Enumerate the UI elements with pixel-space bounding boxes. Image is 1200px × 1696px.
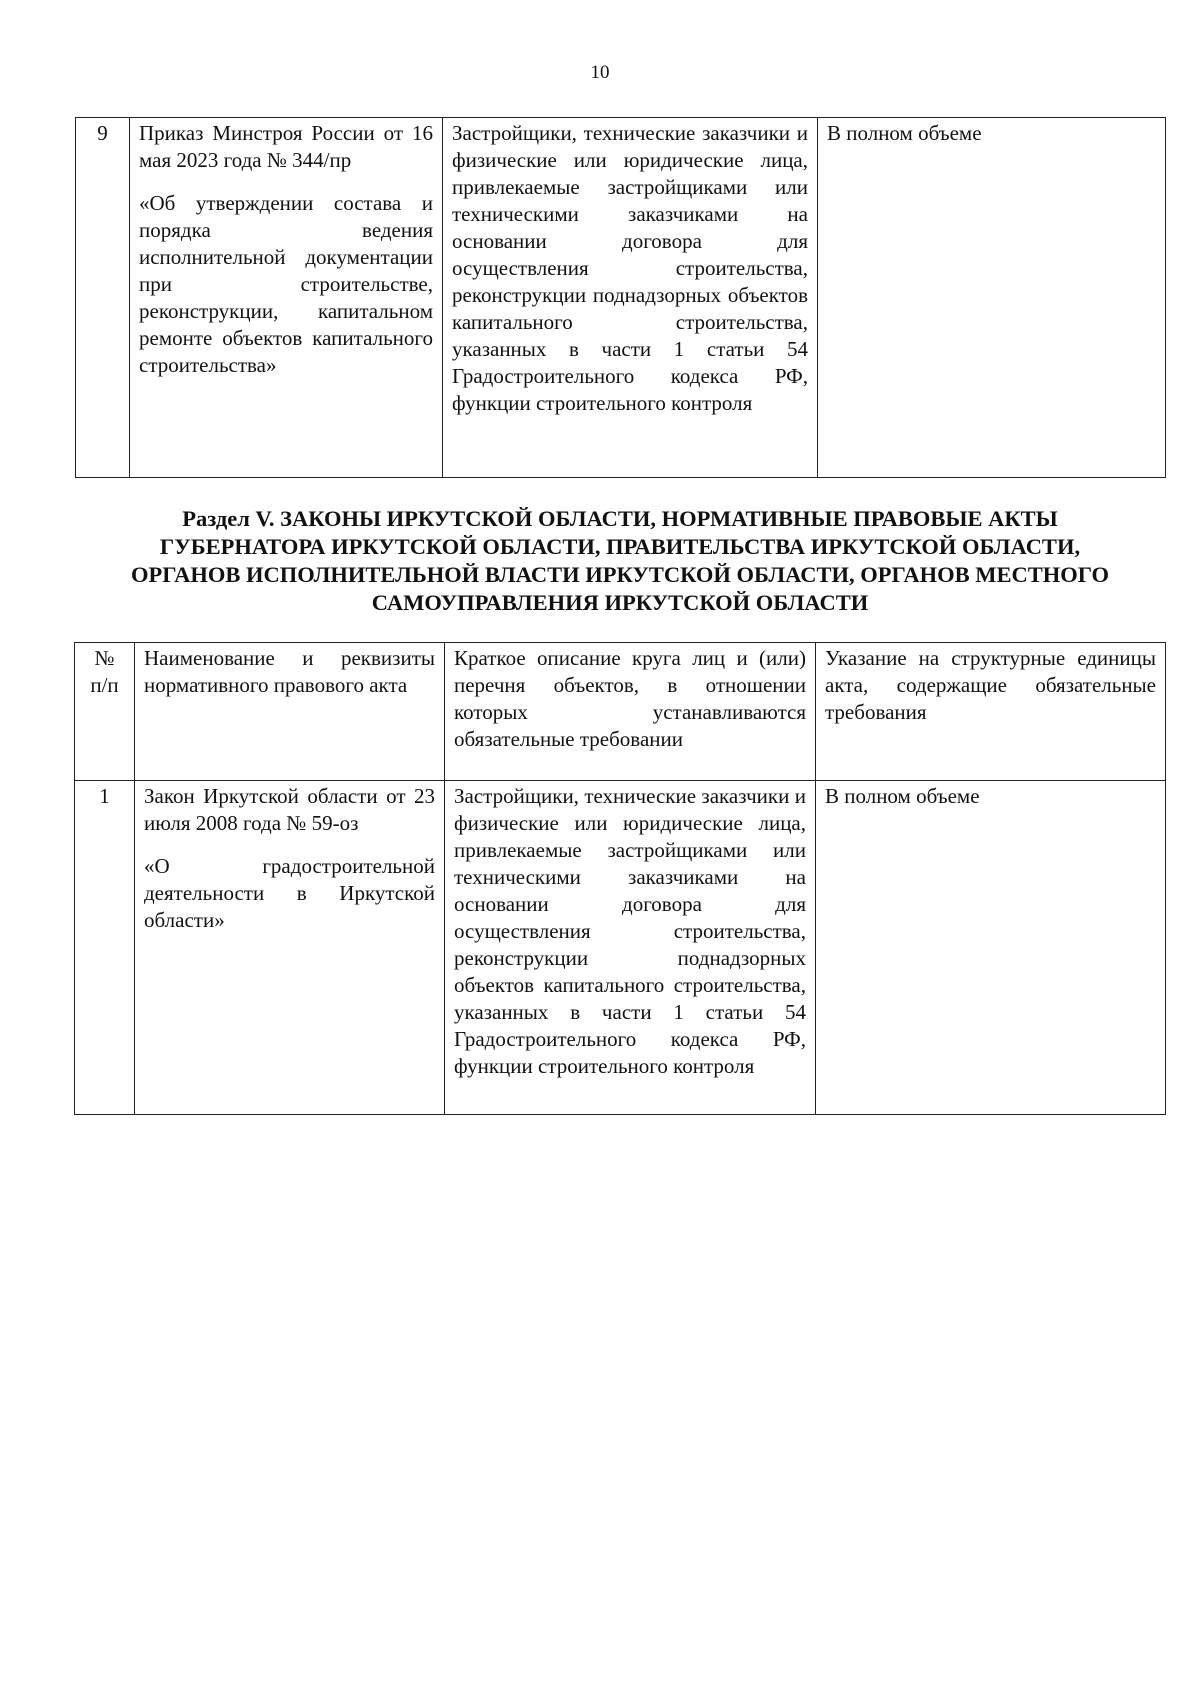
scope-description: Застройщики, технические заказчики и физические или юридические лица, привлекаемые застройщиками или техническими заказчиками на основании договора для осуществления строительства, реконструкции поднадзорных объектов капитального строительства, указанных в части 1 статьи 54 Градостроительного кодекса РФ, функции строительного контроля [445,781,816,1115]
section-title [75,505,1165,617]
act-name-cell [130,118,443,478]
section-title-line: ОРГАНОВ ИСПОЛНИТЕЛЬНОЙ ВЛАСТИ ИРКУТСКОЙ ОБЛАСТИ, ОРГАНОВ МЕСТНОГО [130,562,1110,587]
act-title: «Об утверждении состава и порядка ведения исполнительной документации при строительстве, реконструкции, капитальном ремонте объектов капитального строительства» [139,191,433,377]
act-name-cell [135,781,445,1115]
header-scope-description: Краткое описание круга лиц и (или) перечня объектов, в отношении которых устанавливаются обязательные требовании [445,643,816,781]
header-number [75,643,135,781]
section-title-line: ГУБЕРНАТОРА ИРКУТСКОЙ ОБЛАСТИ, ПРАВИТЕЛЬСТВА ИРКУТСКОЙ ОБЛАСТИ, [159,534,1081,559]
section-title-line: Раздел V. ЗАКОНЫ ИРКУТСКОЙ ОБЛАСТИ, НОРМАТИВНЫЕ ПРАВОВЫЕ АКТЫ [182,506,1058,531]
table-row [76,118,1166,478]
requirements-table-section-5 [74,642,1166,1115]
structural-units: В полном объеме [816,781,1166,1115]
row-number: 1 [75,781,135,1115]
header-number-label: п/п [90,673,119,697]
act-title: «О градостроительной деятельности в Иркутской области» [144,854,435,932]
section-title-line: САМОУПРАВЛЕНИЯ ИРКУТСКОЙ ОБЛАСТИ [371,590,869,615]
header-act-name: Наименование и реквизиты нормативного правового акта [135,643,445,781]
header-number-symbol: № [94,646,115,670]
page-number: 10 [590,62,610,83]
act-reference: Закон Иркутской области от 23 июля 2008 года № 59-оз [144,784,435,835]
structural-units: В полном объеме [818,118,1166,478]
requirements-table-continued [75,117,1166,478]
scope-description: Застройщики, технические заказчики и физические или юридические лица, привлекаемые застройщиками или техническими заказчиками на основании договора для осуществления строительства, реконструкции поднадзорных объектов капитального строительства, указанных в части 1 статьи 54 Градостроительного кодекса РФ, функции строительного контроля [443,118,818,478]
header-structural-units: Указание на структурные единицы акта, содержащие обязательные требования [816,643,1166,781]
row-number: 9 [76,118,130,478]
table-row [75,781,1166,1115]
table-header-row [75,643,1166,781]
act-reference: Приказ Минстроя России от 16 мая 2023 года № 344/пр [139,121,433,172]
